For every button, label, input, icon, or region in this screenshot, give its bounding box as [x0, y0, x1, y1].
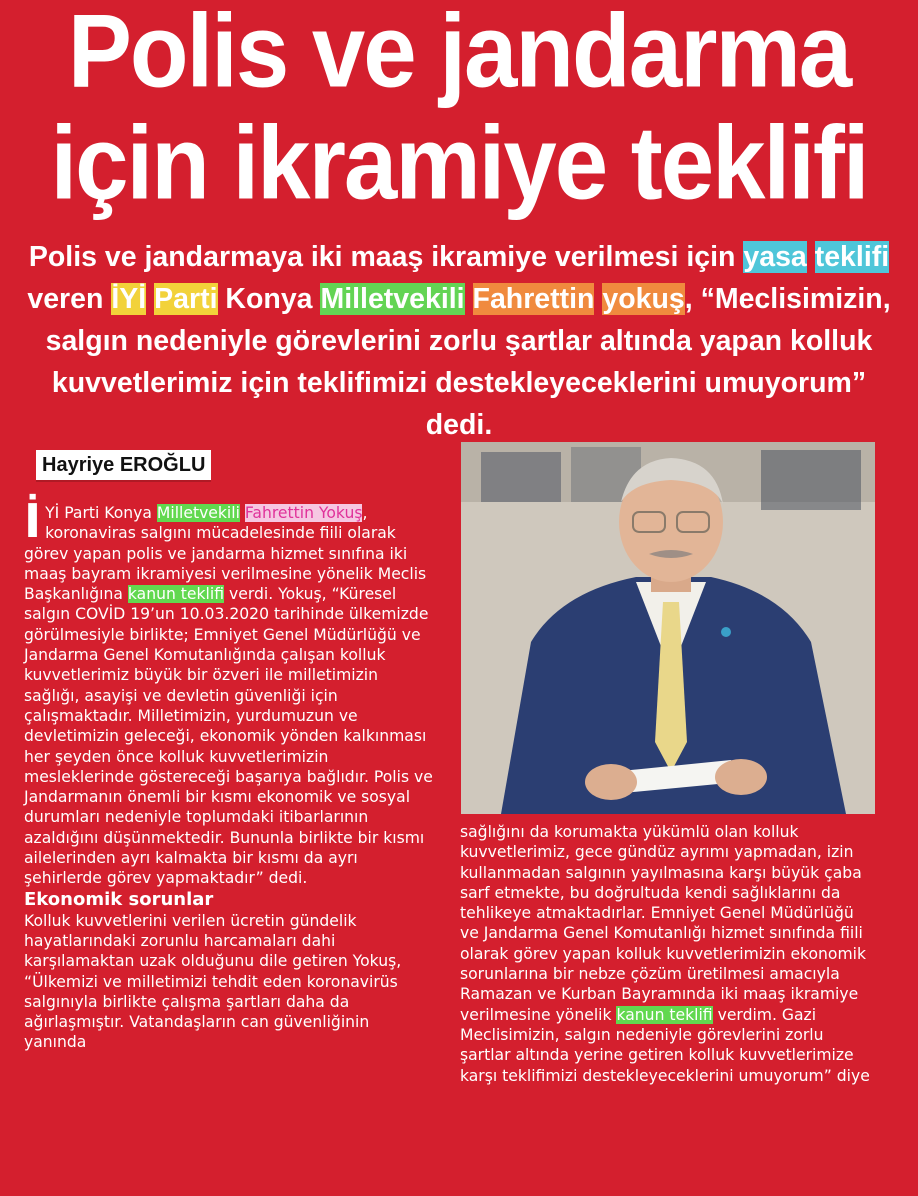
article-column-left: [24, 494, 434, 1053]
drop-cap: İ: [24, 494, 42, 548]
article-highlight-kanun-teklifi: kanun teklifi: [127, 585, 225, 604]
subhead-highlight-yokus: yokuş: [602, 283, 685, 315]
article-intro-text-c: verdi. Yokuş, “Küresel salgın COVİD 19’un 10.03.2020 tarihinde ülkemizde görülmesiyle birlikte; Emniyet Genel Müdürlüğü ve Jandarma Genel Komutanlığında çalışan kolluk kuvvetlerimiz büyük bir özveri ile milletimizin sağlığı, asayişi ve devletin güvenliği için çalışmaktadır. Milletimizin, yurdumuzun ve devletimizin geleceği, ekonomik yönden kalkınması her şeyden önce kolluk kuvvetlerimizin mesleklerinde göstereceği başarıya bağlıdır. Polis ve Jandarmanın önemli bir kısmı ekonomik ve sosyal durumları nedeniyle toplumdaki itibarlarının azaldığını düşünmektedir. Bununla birlikte bir kısmı ailelerinden ayrı kalmakta bir kısmı da ayrı şehirlerde görev yapmaktadır” dedi.: [24, 585, 433, 888]
subhead-highlight-parti: Parti: [154, 283, 218, 315]
subhead-highlight-teklifi: teklifi: [814, 241, 890, 273]
headline-line-1: Polis ve jandarma: [67, 0, 851, 110]
subhead-text-4: , “Meclisimizin, salgın nedeniyle görevlerini zorlu şartlar altında yapan kolluk kuvvetlerimiz için teklifimizi destekleyeceklerini umuyorum” dedi.: [45, 283, 891, 441]
subhead-text-3: Konya: [225, 283, 313, 315]
headline-line-2: için ikramiye teklifi: [50, 105, 868, 222]
article-intro-text-b: , koronaviras salgını mücadelesinde fiili olarak görev yapan polis ve jandarma hizmet sınıfına iki maaş bayram ikramiyesi verilmesine yönelik Meclis Başkanlığına: [24, 504, 427, 604]
subhead-highlight-iyi: İYİ: [111, 283, 147, 315]
article-column-right: [460, 822, 876, 1086]
article-highlight-fahrettin-yokus: Fahrettin Yokuş: [244, 504, 363, 522]
subhead-highlight-yasa: yasa: [743, 241, 807, 273]
article-highlight-milletvekili: Milletvekili: [156, 504, 240, 522]
article-right-paragraph: [460, 822, 876, 1086]
author-byline: Hayriye EROĞLU: [36, 450, 211, 482]
subhead-text-2: veren: [27, 283, 104, 315]
politician-photo: [461, 442, 875, 814]
article-right-text-a: sağlığını da korumakta yükümlü olan kolluk kuvvetlerimiz, gece gündüz ayrımı yapmadan, izin kullanmadan salgının yayılmasına karşı büyük çaba sarf etmekte, bu doğrultuda kendi sağlıklarını da tehlikeye atmaktadırlar. Emniyet Genel Müdürlüğü ve Jandarma Genel Komutanlığı hizmet sınıfında fiili olarak görev yapan kolluk kuvvetlerimizin ekonomik sorunlarına bir nebze çözüm üretilmesi amacıyla Ramazan ve Kurban Bayramında iki maaş ikramiye verilmesine yönelik: [460, 823, 867, 1024]
article-section-2-text: Kolluk kuvvetlerini verilen ücretin gündelik hayatlarındaki zorunlu harcamaları dahi karşılamaktan uzak olduğunu dile getiren Yokuş, “Ülkemizi ve milletimizi tehdit eden koronavirüs salgınıyla birlikte çalışma şartları daha da ağırlaşmıştır. Vatandaşların can güvenliğinin yanında: [24, 911, 402, 1052]
politician-photo-illustration: [461, 442, 875, 814]
subhead-highlight-milletvekili: Milletvekili: [320, 283, 465, 315]
article-intro-text-a: Yİ Parti Konya: [45, 504, 152, 522]
article-intro-paragraph: [24, 494, 434, 889]
article-right-text-b: verdim. Gazi Meclisimizin, salgın nedeniyle görevlerini zorlu şartlar altında yerine getiren kolluk kuvvetlerimize karşı teklifimizi destekleyeceklerini umuyorum” diye: [460, 1005, 870, 1085]
section-subtitle: Ekonomik sorunlar: [24, 888, 214, 910]
subhead-highlight-fahrettin: Fahrettin: [472, 283, 595, 315]
article-right-highlight-kanun-teklifi: kanun teklifi: [616, 1005, 713, 1024]
headline: [0, 0, 918, 220]
subheadline: [20, 236, 898, 446]
subhead-text-1: Polis ve jandarmaya iki maaş ikramiye verilmesi için: [28, 241, 736, 273]
